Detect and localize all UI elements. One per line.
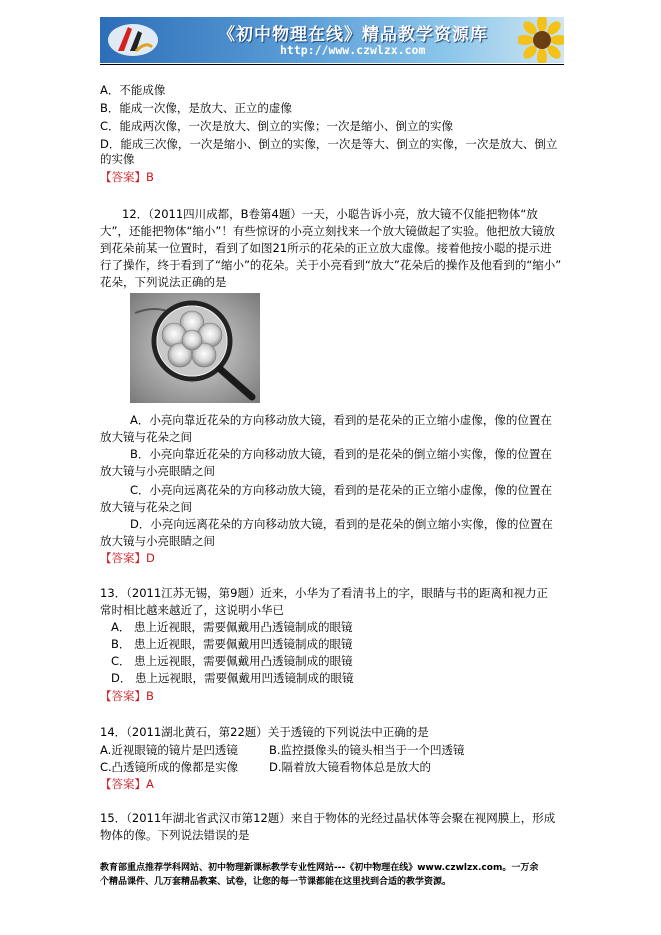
q13-answer: 【答案】B — [100, 689, 154, 703]
q13-option-b: B． 患上近视眼，需要佩戴用凹透镜制成的眼镜 — [111, 637, 353, 651]
q13-line-1: 13．（2011江苏无锡，第9题）近来，小华为了看清书上的字，眼睛与书的距离和视力正 — [100, 586, 548, 600]
q12-option-c: C．小亮向远离花朵的方向移动放大镜，看到的是花朵的正立缩小虚像，像的位置在 — [130, 483, 553, 497]
q13-line-2: 常时相比越来越近了，这说明小华已 — [100, 603, 284, 617]
q12-line-1: 12．（2011四川成都，B卷第4题）一天，小聪告诉小亮，放大镜不仅能把物体“放 — [122, 207, 538, 221]
q12-line-3: 到花朵前某一位置时，看到了如图21所示的花朵的正立放大虚像。接着他按小聪的提示进 — [100, 241, 552, 255]
q12-option-a-cont: 放大镜与花朵之间 — [100, 430, 192, 444]
prev-answer: 【答案】B — [100, 170, 154, 184]
q15-line-1: 15．（2011年湖北省武汉市第12题）来自于物体的光经过晶状体等会聚在视网膜上，形成 — [100, 811, 556, 825]
q12-line-2: 大”，还能把物体“缩小”！有些惊讶的小亮立刻找来一个放大镜做起了实验。他把放大镜放 — [100, 224, 555, 238]
q14-answer: 【答案】A — [100, 777, 154, 791]
footer-line-1: 教育部重点推荐学科网站、初中物理新课标教学专业性网站---《初中物理在线》www.czwlzx.com。一万余 — [100, 863, 539, 873]
prev-option-c: C．能成两次像，一次是放大、倒立的实像；一次是缩小、倒立的实像 — [100, 119, 454, 133]
q12-option-b: B．小亮向靠近花朵的方向移动放大镜，看到的是花朵的倒立缩小实像，像的位置在 — [130, 447, 552, 461]
q12-option-b-cont: 放大镜与小亮眼睛之间 — [100, 464, 215, 478]
magnifier-flower-figure — [130, 293, 260, 403]
header-title: 《初中物理在线》精品教学资源库 — [218, 25, 488, 45]
q15-line-2: 物体的像。下列说法错误的是 — [100, 828, 250, 842]
q12-line-4: 行了操作，终于看到了“缩小”的花朵。关于小亮看到“放大”花朵后的操作及他看到的“缩小” — [100, 258, 562, 272]
q12-option-c-cont: 放大镜与花朵之间 — [100, 500, 192, 514]
prev-option-b: B．能成一次像，是放大、正立的虚像 — [100, 101, 292, 115]
prev-option-d-cont: 的实像 — [100, 152, 135, 166]
q14-option-b: B.监控摄像头的镜头相当于一个凹透镜 — [269, 743, 465, 757]
q12-answer: 【答案】D — [100, 551, 155, 565]
q13-option-a: A． 患上近视眼，需要佩戴用凸透镜制成的眼镜 — [111, 620, 353, 634]
header-banner — [100, 17, 564, 63]
site-logo-icon — [106, 21, 160, 59]
q12-option-d: D．小亮向远离花朵的方向移动放大镜，看到的是花朵的倒立缩小实像，像的位置在 — [130, 517, 553, 531]
q12-option-d-cont: 放大镜与小亮眼睛之间 — [100, 534, 215, 548]
q14-option-c: C.凸透镜所成的像都是实像 — [100, 760, 239, 774]
q14-stem: 14．（2011湖北黄石，第22题）关于透镜的下列说法中正确的是 — [100, 725, 429, 739]
sunflower-icon — [518, 17, 564, 63]
footer-line-2: 个精品课件、几万套精品教案、试卷，让您的每一节课都能在这里找到合适的教学资源。 — [100, 877, 452, 887]
q12-option-a: A．小亮向靠近花朵的方向移动放大镜，看到的是花朵的正立缩小虚像，像的位置在 — [130, 413, 552, 427]
q14-option-a: A.近视眼镜的镜片是凹透镜 — [100, 743, 238, 757]
prev-option-a: A．不能成像 — [100, 83, 166, 97]
q12-line-5: 花朵，下列说法正确的是 — [100, 275, 227, 289]
prev-option-d: D．能成三次像，一次是缩小、倒立的实像，一次是等大、倒立的实像，一次是放大、倒立 — [100, 137, 558, 151]
header-rule — [100, 64, 564, 65]
q13-option-c: C． 患上远视眼，需要佩戴用凸透镜制成的眼镜 — [111, 654, 353, 668]
q14-option-d: D.隔着放大镜看物体总是放大的 — [269, 760, 432, 774]
header-url[interactable]: http://www.czwlzx.com — [280, 43, 426, 57]
q13-option-d: D． 患上远视眼，需要佩戴用凹透镜制成的眼镜 — [111, 671, 354, 685]
